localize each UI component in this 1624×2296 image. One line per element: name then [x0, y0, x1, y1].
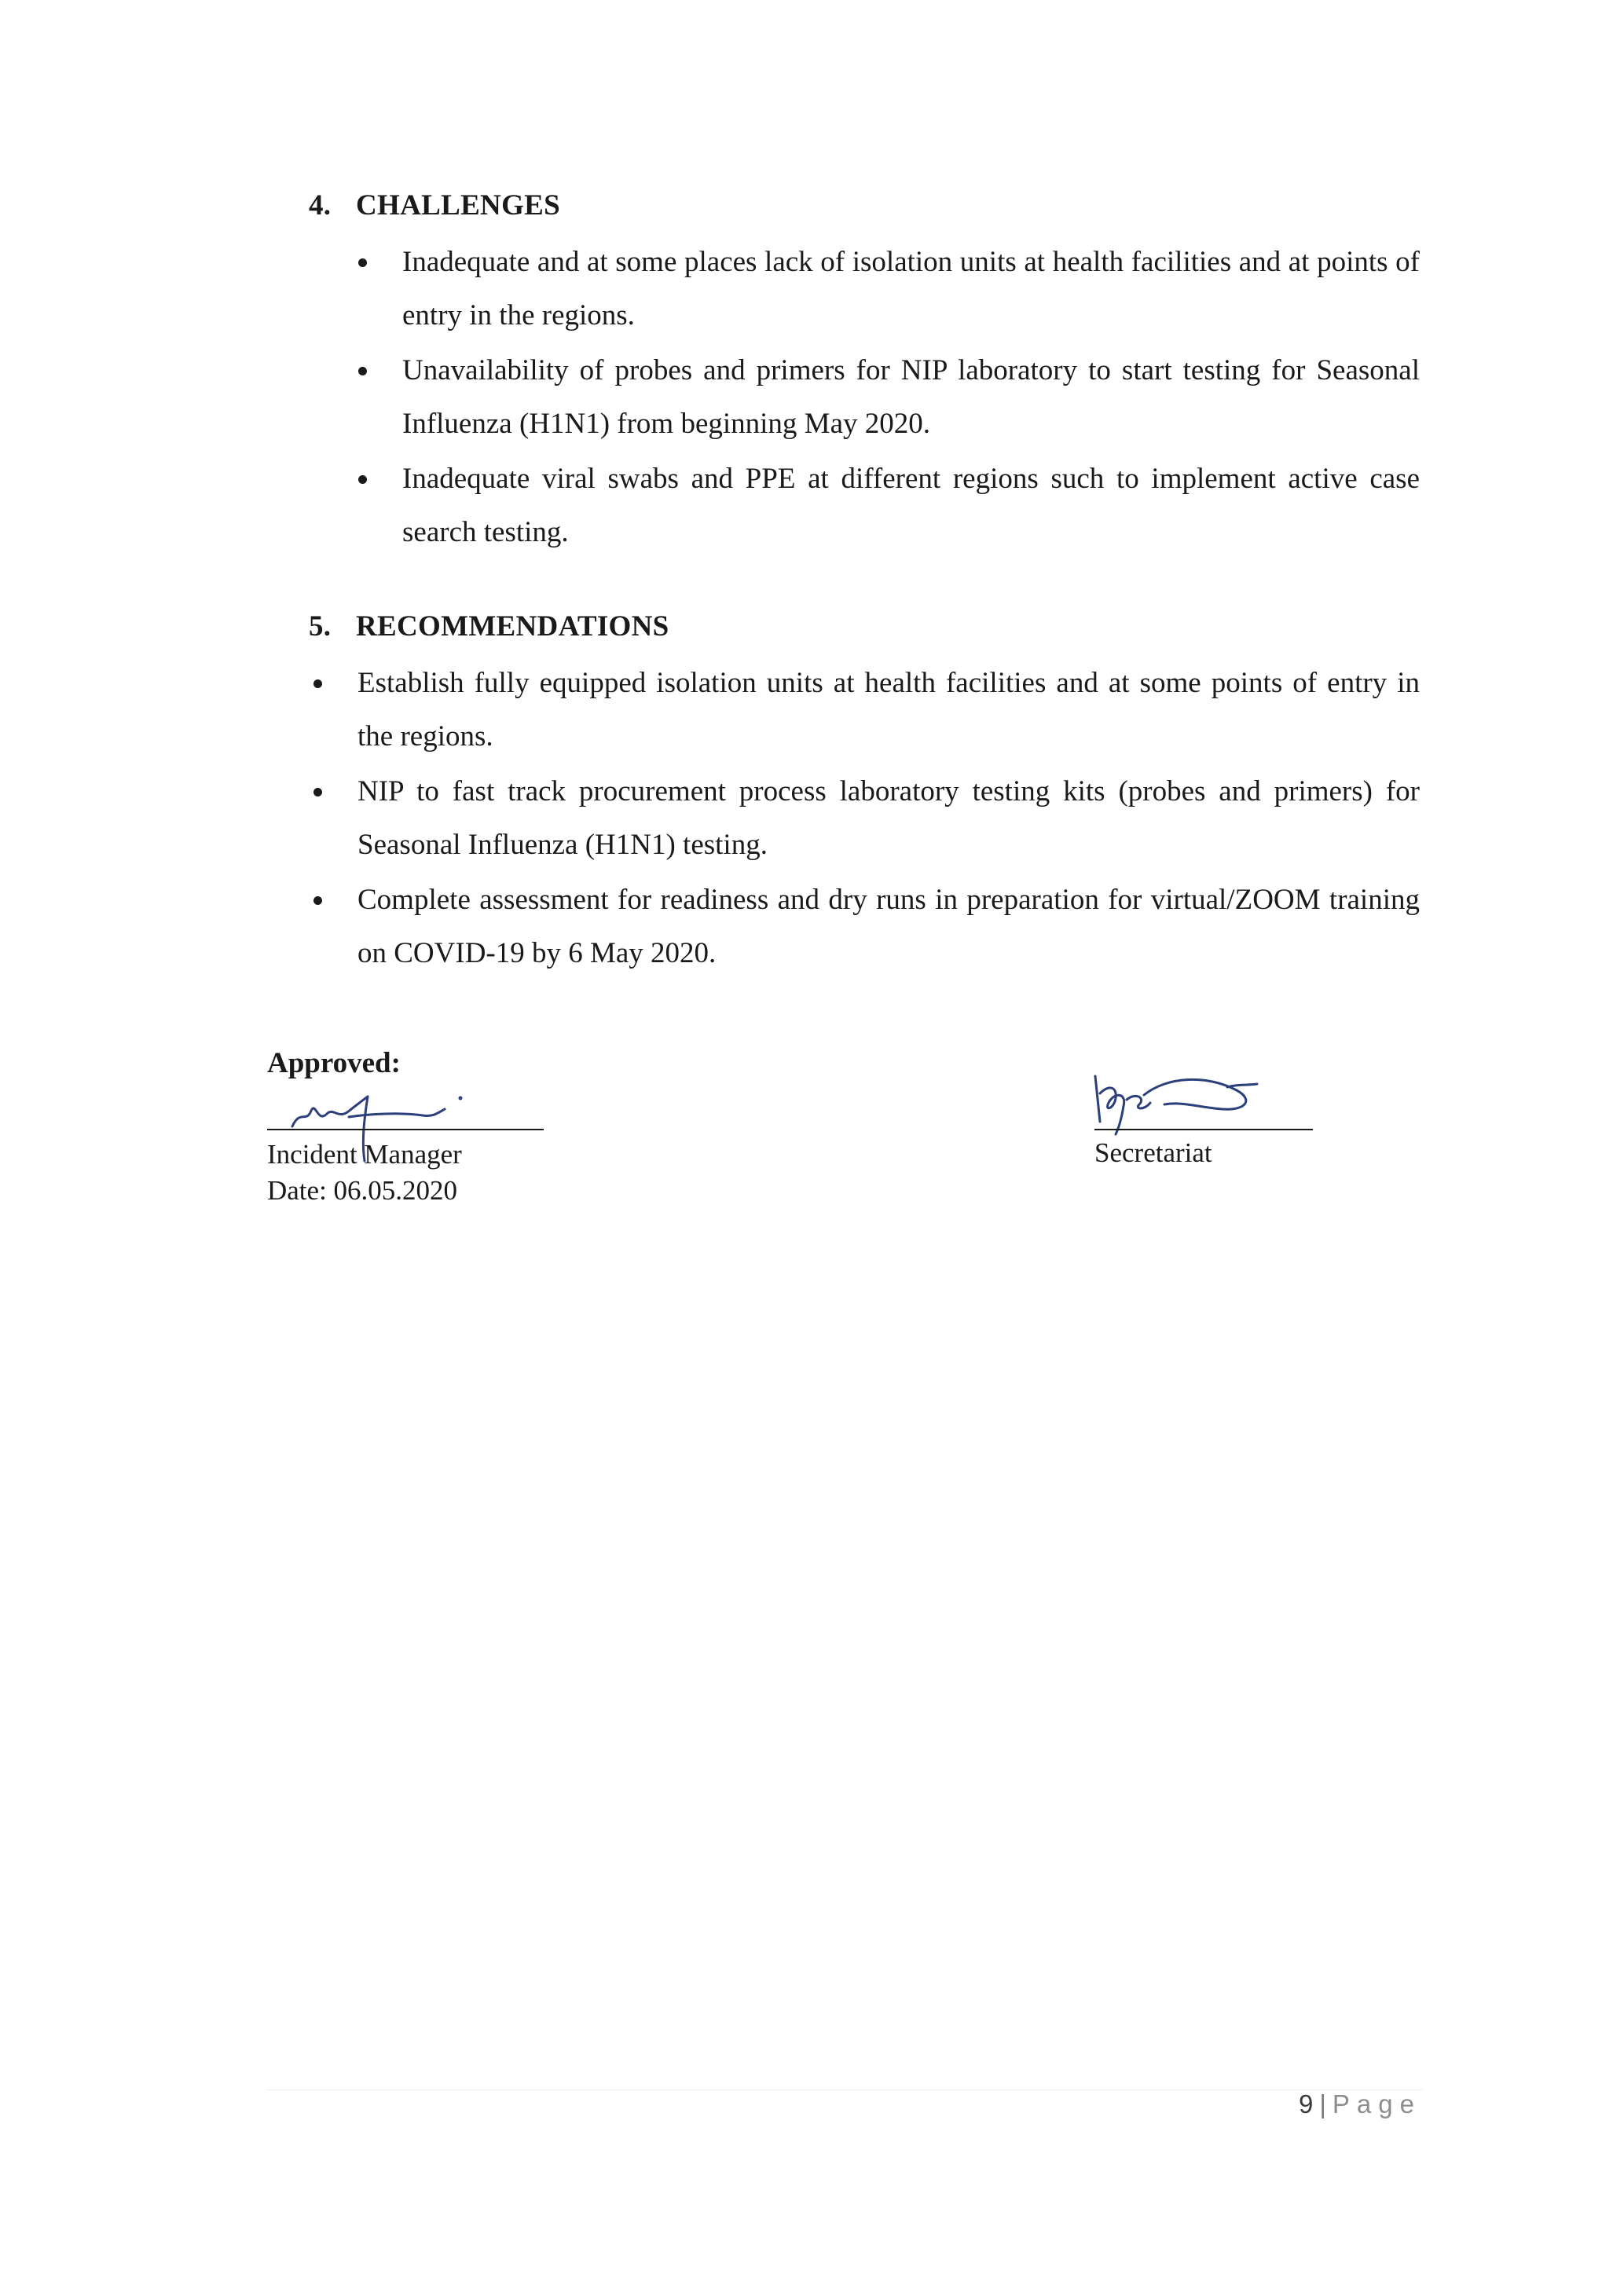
list-item: [402, 344, 1420, 451]
challenges-number: 4.: [309, 189, 332, 222]
list-item: [402, 236, 1420, 342]
incident-manager-block: [267, 1137, 462, 1209]
list-item: [357, 765, 1420, 872]
secretariat-block: [1094, 1135, 1212, 1171]
page-number-value: 9: [1298, 2089, 1314, 2118]
challenge-text: Inadequate viral swabs and PPE at different regions such to implement active case search testing.: [402, 463, 1420, 548]
recommendations-title: RECOMMENDATIONS: [356, 610, 669, 643]
recommendation-text: Complete assessment for readiness and dry runs in preparation for virtual/ZOOM training on COVID-19 by 6 May 2020.: [357, 884, 1420, 969]
bullet-icon: [313, 788, 322, 796]
bullet-icon: [358, 475, 367, 484]
list-item: [357, 657, 1420, 764]
challenge-text: Inadequate and at some places lack of isolation units at health facilities and at points of entry in the regions.: [402, 246, 1420, 331]
incident-manager-role: Incident Manager: [267, 1139, 462, 1170]
challenges-title: CHALLENGES: [356, 189, 561, 222]
incident-manager-signature-line: [267, 1129, 544, 1130]
recommendations-number: 5.: [309, 610, 332, 643]
recommendations-heading: [309, 610, 669, 643]
secretariat-signature-line: [1094, 1129, 1313, 1130]
secretariat-role: Secretariat: [1094, 1137, 1212, 1168]
bullet-icon: [313, 896, 322, 905]
list-item: [402, 452, 1420, 559]
approval-date: Date: 06.05.2020: [267, 1175, 458, 1206]
bullet-icon: [358, 367, 367, 375]
page-number-separator: |: [1319, 2089, 1326, 2118]
page-number: [1299, 2089, 1421, 2119]
footer-divider: [267, 2089, 1422, 2090]
recommendations-list: [357, 657, 1420, 982]
challenges-heading: [309, 189, 560, 222]
recommendation-text: Establish fully equipped isolation units at health facilities and at some points of entry in the regions.: [357, 667, 1420, 753]
approved-label: Approved:: [267, 1047, 401, 1079]
bullet-icon: [313, 679, 322, 688]
secretariat-signature: [1089, 1053, 1278, 1139]
recommendation-text: NIP to fast track procurement process laboratory testing kits (probes and primers) for Seasonal Influenza (H1N1) testing.: [357, 775, 1420, 861]
challenges-list: [402, 236, 1420, 561]
bullet-icon: [358, 258, 367, 267]
challenge-text: Unavailability of probes and primers for NIP laboratory to start testing for Seasonal Influenza (H1N1) from beginning May 2020.: [402, 354, 1420, 440]
list-item: [357, 873, 1420, 980]
page-word: Page: [1332, 2089, 1421, 2118]
